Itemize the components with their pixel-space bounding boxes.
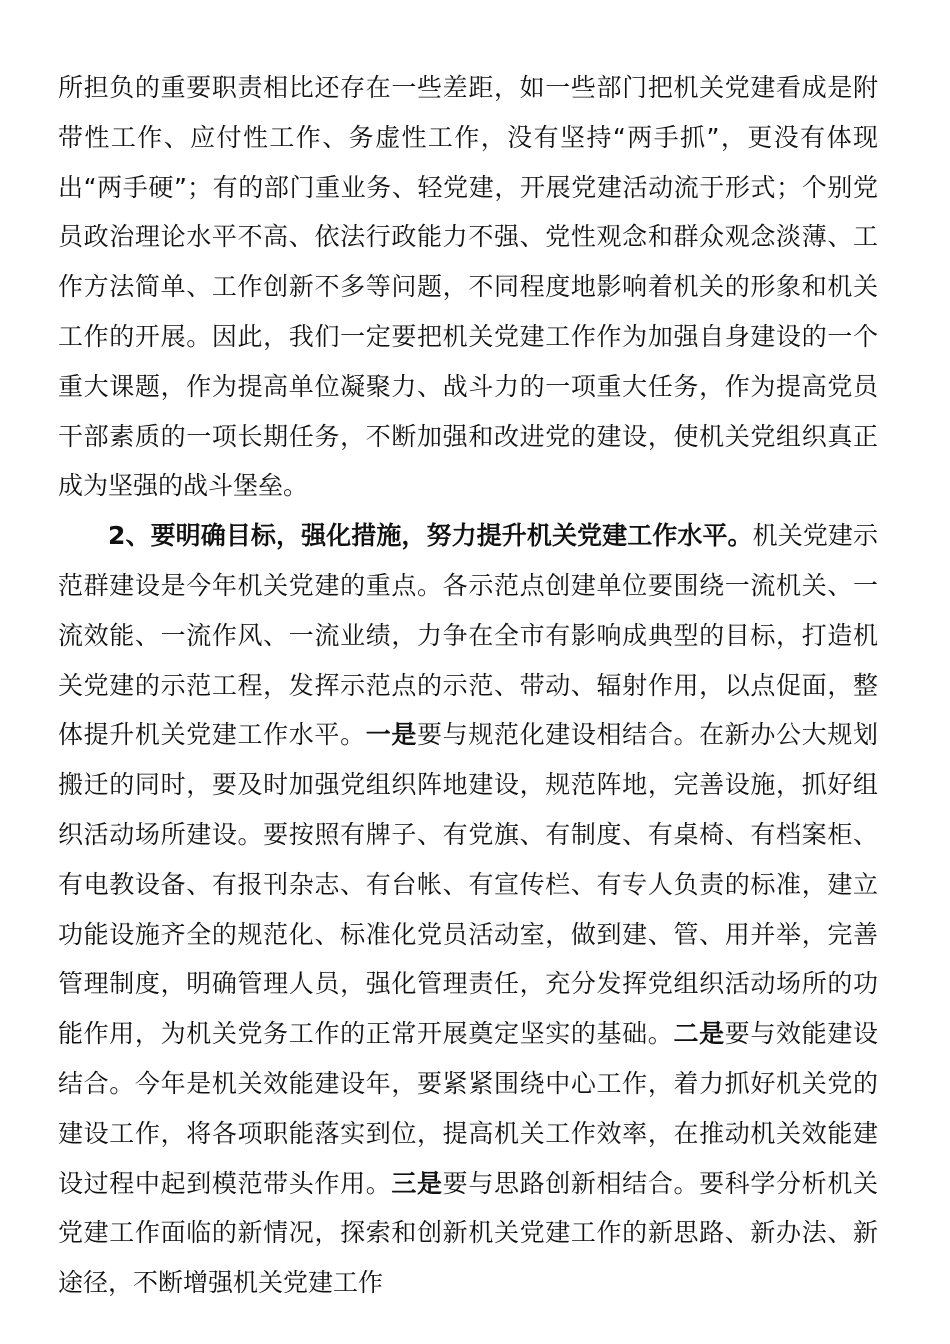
section-intro: 机关党建示范群建设是今年机关党建的重点。各示范点创建单位要围绕一流机关、一流效能、一流作风、一流业绩，力争在全市有影响成典型的目标，打造机关党建的示范工程，发挥示范点的示范、带动、辐射作用，以点促面，整体提升机关党建工作水平。 xyxy=(58,521,878,750)
point-label-2: 二是 xyxy=(673,1019,725,1049)
point-label-1: 一是 xyxy=(365,720,418,750)
paragraph-2 xyxy=(58,511,878,1308)
paragraph-1 xyxy=(58,63,878,511)
point-text-3: 要与思路创新相结合。要科学分析机关党建工作面临的新情况，探索和创新机关党建工作的新思路、新办法、新途径，不断增强机关党建工作 xyxy=(58,1168,878,1298)
section-heading: 2、要明确目标，强化措施，努力提升机关党建工作水平。 xyxy=(108,521,753,551)
point-label-3: 三是 xyxy=(391,1168,443,1198)
document-body xyxy=(58,63,878,1308)
point-text-2: 要与效能建设结合。今年是机关效能建设年，要紧紧围绕中心工作，着力抓好机关党的建设工作，将各项职能落实到位，提高机关工作效率，在推动机关效能建设过程中起到模范带头作用。 xyxy=(58,1019,878,1198)
point-text-1: 要与规范化建设相结合。在新办公大规划搬迁的同时，要及时加强党组织阵地建设，规范阵地，完善设施，抓好组织活动场所建设。要按照有牌子、有党旗、有制度、有桌椅、有档案柜、有电教设备、有报刊杂志、有台帐、有宣传栏、有专人负责的标准，建立功能设施齐全的规范化、标准化党员活动室，做到建、管、用并举，完善管理制度，明确管理人员，强化管理责任，充分发挥党组织活动场所的功能作用，为机关党务工作的正常开展奠定坚实的基础。 xyxy=(58,720,878,1049)
paragraph-1-text: 所担负的重要职责相比还存在一些差距，如一些部门把机关党建看成是附带性工作、应付性工作、务虚性工作，没有坚持“两手抓”，更没有体现出“两手硬”；有的部门重业务、轻党建，开展党建活动流于形式；个别党员政治理论水平不高、依法行政能力不强、党性观念和群众观念淡薄、工作方法简单、工作创新不多等问题，不同程度地影响着机关的形象和机关工作的开展。因此，我们一定要把机关党建工作作为加强自身建设的一个重大课题，作为提高单位凝聚力、战斗力的一项重大任务，作为提高党员干部素质的一项长期任务，不断加强和改进党的建设，使机关党组织真正成为坚强的战斗堡垒。 xyxy=(58,73,878,501)
